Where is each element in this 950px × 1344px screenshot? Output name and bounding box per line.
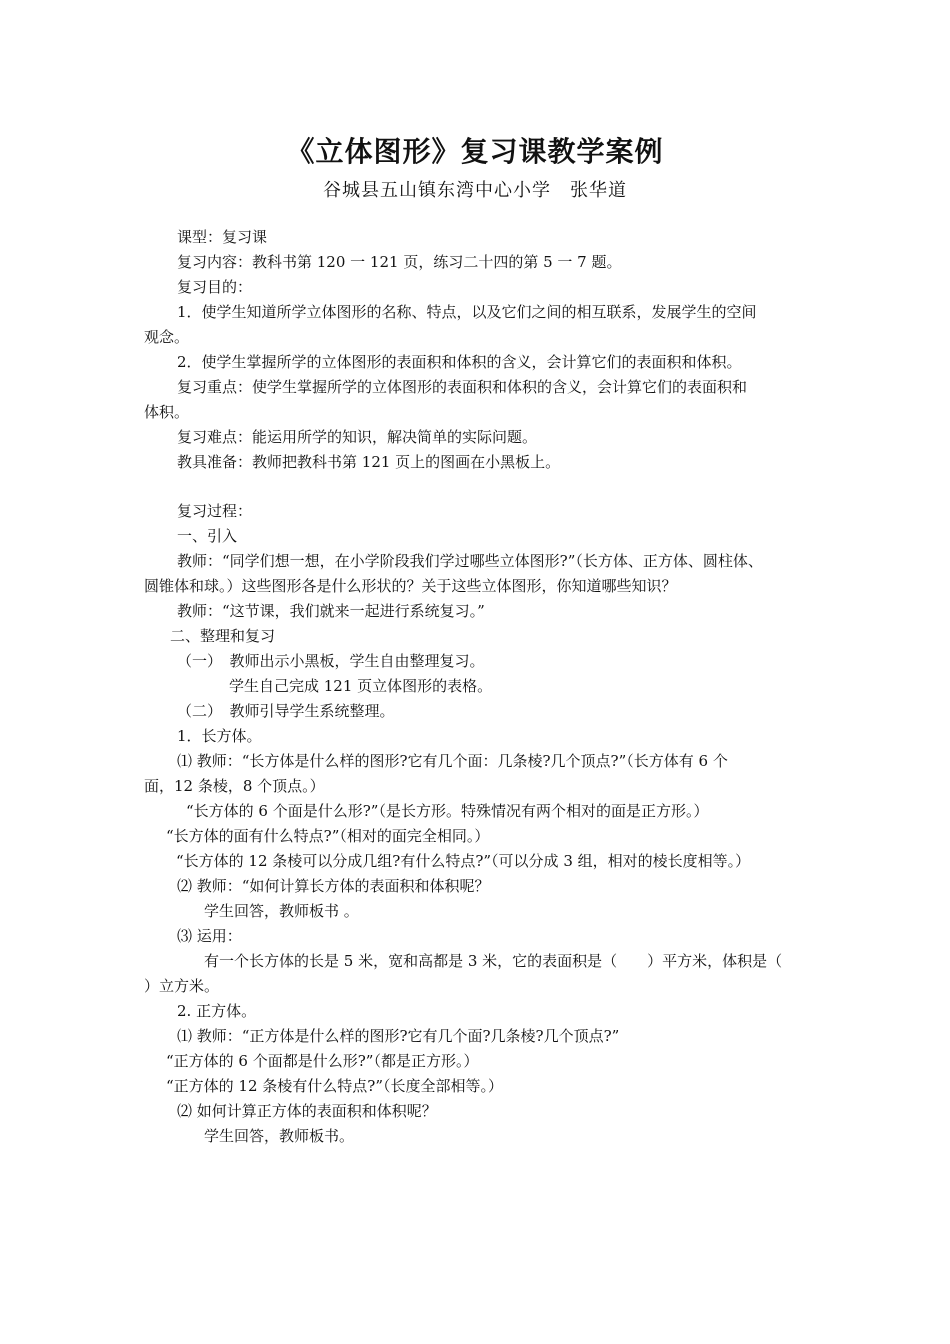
cube-q1: ⑴ 教师：“正方体是什么样的图形?它有几个面?几条棱?几个顶点?”	[177, 1027, 620, 1045]
intro-teacher-statement: 教师：“这节课，我们就来一起进行系统复习。”	[177, 602, 485, 620]
cuboid-q1: ⑴ 教师：“长方体是什么样的图形?它有几个面：几条棱?几个顶点?”（长方体有 6 个	[177, 752, 728, 770]
difficulties: 复习难点：能运用所学的知识，解决简单的实际问题。	[177, 428, 538, 446]
cuboid-heading: 1．长方体。	[177, 727, 262, 745]
cuboid-q4: “长方体的 12 条棱可以分成几组?有什么特点?”（可以分成 3 组，相对的棱长度相等。）	[176, 852, 751, 870]
step-two: （二） 教师引导学生系统整理。	[177, 702, 395, 720]
key-points-cont: 体积。	[144, 403, 190, 421]
cuboid-exercise: 有一个长方体的长是 5 米，宽和高都是 3 米，它的表面积是（ ）平方米，体积是（	[204, 952, 783, 970]
goal-2: 2．使学生掌握所学的立体图形的表面积和体积的含义，会计算它们的表面积和体积。	[177, 353, 742, 371]
key-points: 复习重点：使学生掌握所学的立体图形的表面积和体积的含义，会计算它们的表面积和	[177, 378, 748, 396]
process-heading: 复习过程：	[177, 502, 253, 520]
teaching-aids: 教具准备：教师把教科书第 121 页上的图画在小黑板上。	[177, 453, 561, 471]
step-one-detail: 学生自己完成 121 页立体图形的表格。	[229, 677, 493, 695]
cuboid-q1-cont: 面，12 条棱，8 个顶点。）	[144, 777, 325, 795]
review-content: 复习内容：教科书第 120 一 121 页，练习二十四的第 5 一 7 题。	[177, 253, 622, 271]
cuboid-apply: ⑶ 运用：	[177, 927, 242, 945]
cube-calc-answer: 学生回答，教师板书。	[204, 1127, 355, 1145]
cuboid-exercise-cont: ）立方米。	[144, 977, 220, 995]
goal-1-cont: 观念。	[144, 328, 190, 346]
intro-teacher-question: 教师：“同学们想一想，在小学阶段我们学过哪些立体图形?”（长方体、正方体、圆柱体、	[177, 552, 763, 570]
cuboid-calc: ⑵ 教师：“如何计算长方体的表面积和体积呢？	[177, 877, 490, 895]
cuboid-q2: “长方体的 6 个面是什么形?”（是长方形。特殊情况有两个相对的面是正方形。）	[186, 802, 709, 820]
goal-1: 1．使学生知道所学立体图形的名称、特点，以及它们之间的相互联系，发展学生的空间	[177, 303, 757, 321]
cuboid-calc-answer: 学生回答，教师板书 。	[204, 902, 359, 920]
section-introduction: 一、引入	[177, 527, 238, 545]
cube-calc: ⑵ 如何计算正方体的表面积和体积呢？	[177, 1102, 437, 1120]
cube-heading: 2. 正方体。	[177, 1002, 257, 1020]
lesson-type: 课型：复习课	[177, 228, 268, 246]
step-one: （一） 教师出示小黑板，学生自由整理复习。	[177, 652, 485, 670]
cuboid-q3: “长方体的面有什么特点?”（相对的面完全相同。）	[166, 827, 490, 845]
intro-teacher-question-cont: 圆锥体和球。）这些图形各是什么形状的？关于这些立体图形，你知道哪些知识？	[144, 577, 677, 595]
cube-q3: “正方体的 12 条棱有什么特点?”（长度全部相等。）	[166, 1077, 504, 1095]
document-subtitle: 谷城县五山镇东湾中心小学 张华道	[323, 180, 627, 201]
cube-q2: “正方体的 6 个面都是什么形?”（都是正方形。）	[166, 1052, 479, 1070]
document-title: 《立体图形》复习课教学案例	[286, 135, 664, 168]
review-goals-heading: 复习目的：	[177, 278, 253, 296]
section-organize-review: 二、整理和复习	[170, 627, 276, 645]
